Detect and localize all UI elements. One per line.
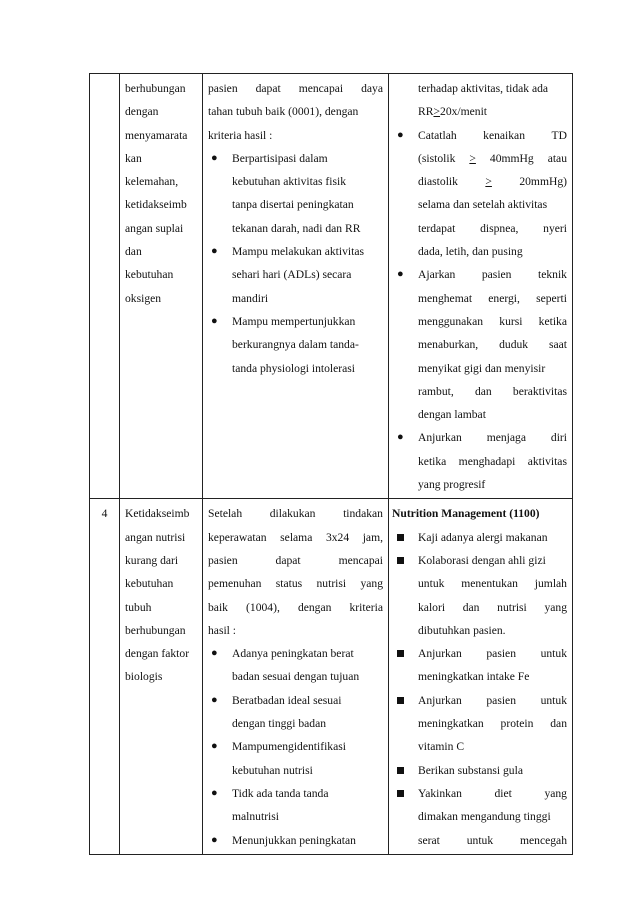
outcome-line	[208, 77, 383, 100]
text-word: dada, letih, dan pusing	[418, 245, 523, 259]
text-word: tindakan	[343, 507, 383, 521]
list-item	[208, 829, 383, 852]
bullet-icon: ●	[211, 740, 218, 753]
text-word: dimakan mengandung tinggi	[418, 810, 551, 824]
text-word: Catatlah	[418, 128, 457, 142]
text-word: dibutuhkan pasien.	[418, 623, 506, 637]
outcome-line: malnutrisi	[232, 810, 280, 824]
list-item	[394, 642, 567, 689]
outcome-line: Adanya peningkatan berat	[232, 647, 354, 661]
text-word: dengan	[297, 600, 332, 614]
square-bullet-icon	[397, 642, 404, 666]
text-word: Anjurkan	[418, 693, 462, 707]
text-word: yang	[544, 600, 567, 614]
intervention-line	[418, 712, 567, 735]
text-word: pasien	[208, 553, 238, 567]
list-item	[394, 263, 567, 426]
text-word: energi,	[488, 291, 520, 305]
text-word: mencapai	[338, 553, 383, 567]
intervention-line	[418, 665, 567, 688]
outcome-line	[208, 100, 383, 123]
intervention-line	[418, 310, 567, 333]
bullet-icon: ●	[211, 693, 218, 706]
intervention-line	[418, 287, 567, 310]
text-word: status	[275, 577, 303, 591]
text-word: mencegah	[520, 833, 567, 847]
text-word: menaburkan,	[418, 338, 479, 352]
text-word: Anjurkan	[418, 647, 462, 661]
intervention-line	[418, 403, 567, 426]
text-word: keperawatan	[208, 530, 267, 544]
table-row	[90, 499, 573, 854]
text-word: kriteria hasil :	[208, 128, 273, 142]
text-word: pasien	[486, 693, 516, 707]
intervention-line	[418, 829, 567, 852]
text-word: kursi	[499, 314, 523, 328]
text-word: Kaji adanya alergi makanan	[418, 530, 548, 544]
list-item	[208, 782, 383, 829]
text-word: dapat	[255, 82, 281, 95]
text-word: menyikat gigi dan menyisir	[418, 361, 546, 375]
intervention-line	[418, 642, 567, 665]
text-word: Anjurkan	[418, 431, 462, 445]
list-item	[394, 759, 567, 782]
diagnosis-line: dengan faktor	[125, 647, 190, 661]
text-word: 3x24	[325, 530, 350, 544]
text-word: daya	[361, 82, 383, 95]
outcome-line: Mampumengidentifikasi	[232, 740, 346, 754]
intervention-line	[418, 124, 567, 147]
diagnosis-line: kelemahan,	[125, 175, 179, 189]
text-word: rambut,	[418, 384, 454, 398]
intervention-line	[418, 240, 567, 263]
text-word: ketika	[538, 314, 567, 328]
diagnosis-line: tubuh	[125, 600, 152, 614]
outcome-line: Menunjukkan peningkatan	[232, 833, 356, 847]
text-word: untuk	[540, 693, 567, 707]
text-word: kenaikan	[483, 128, 526, 142]
bullet-icon: ●	[397, 128, 404, 141]
text-word: >	[469, 151, 476, 165]
list-item	[394, 426, 567, 496]
text-word: menentukan	[461, 577, 518, 591]
text-word: nutrisi	[497, 600, 527, 614]
text-word: menggunakan	[418, 314, 484, 328]
outcome-line	[208, 526, 383, 549]
intervention-line	[418, 473, 567, 496]
text-word: (1004),	[246, 600, 280, 614]
list-item	[394, 549, 567, 642]
intervention-line: RR > 20x/menit	[418, 105, 488, 119]
outcome-line: dengan tinggi badan	[232, 717, 327, 731]
text-word: TD	[551, 128, 567, 142]
bullet-icon: ●	[211, 314, 218, 327]
square-bullet-icon	[397, 689, 404, 713]
outcome-line: Berpartisipasi dalam	[232, 151, 328, 165]
text-word: Ajarkan	[418, 268, 456, 282]
text-word: yang	[360, 577, 383, 591]
list-item	[394, 526, 567, 549]
text-word: nyeri	[543, 221, 567, 235]
text-word: pasien	[481, 268, 512, 282]
intervention-line	[418, 357, 567, 380]
intervention-line	[418, 526, 567, 549]
intervention-line	[418, 549, 567, 572]
intervention-line	[418, 572, 567, 595]
text-word: atau	[547, 151, 567, 165]
list-item	[208, 689, 383, 736]
outcome-line: berkurangnya dalam tanda-	[232, 338, 359, 352]
intervention-line	[418, 193, 567, 216]
text-word: selama	[280, 530, 313, 544]
text-word: meningkatkan	[418, 717, 484, 731]
text-word: jumlah	[534, 577, 567, 591]
text-word: saat	[548, 338, 567, 352]
square-bullet-icon	[397, 549, 404, 573]
outcome-line: tanda physiologi intolerasi	[232, 361, 356, 375]
text-word: ketika	[418, 454, 447, 468]
text-word: meningkatkan intake Fe	[418, 670, 530, 684]
intervention-line	[418, 170, 567, 193]
text-word: kriteria	[349, 600, 383, 614]
diagnosis-line: kebutuhan	[125, 577, 174, 591]
intervention-line	[418, 759, 567, 782]
intervention-line	[418, 217, 567, 240]
outcome-line: kebutuhan aktivitas fisik	[232, 175, 346, 189]
list-item	[208, 735, 383, 782]
bullet-icon: ●	[397, 431, 404, 444]
outcome-cell	[203, 499, 389, 854]
outcome-line: sehari hari (ADLs) secara	[232, 268, 352, 282]
text-word: vitamin C	[418, 740, 465, 754]
diagnosis-line: angan suplai	[125, 221, 184, 235]
outcome-line	[208, 572, 383, 595]
intervention-line	[418, 596, 567, 619]
intervention-line	[418, 782, 567, 805]
diagnosis-line: kan	[125, 151, 142, 165]
outcome-line: badan sesuai dengan tujuan	[232, 670, 360, 684]
bullet-icon: ●	[211, 786, 218, 799]
diagnosis-line: oksigen	[125, 291, 162, 305]
diagnosis-line: menyamarata	[125, 128, 188, 142]
text-word: untuk	[540, 647, 567, 661]
outcome-line	[208, 502, 383, 525]
text-word: Setelah	[208, 507, 243, 521]
text-word: diastolik	[418, 175, 458, 189]
intervention-line	[418, 333, 567, 356]
text-word: menjaga	[486, 431, 526, 445]
square-bullet-icon	[397, 526, 404, 550]
text-word: Yakinkan	[418, 786, 462, 800]
list-item	[208, 642, 383, 689]
list-item	[208, 147, 383, 240]
number-cell	[90, 74, 120, 499]
text-word: pasien	[486, 647, 516, 661]
diagnosis-line: berhubungan	[125, 82, 186, 95]
text-word: dan	[462, 600, 480, 614]
text-word: Berikan substansi gula	[418, 763, 523, 777]
text-word: duduk	[499, 338, 529, 352]
outcome-line	[208, 549, 383, 572]
text-word: untuk	[418, 577, 445, 591]
intervention-line	[418, 147, 567, 170]
intervention-line	[418, 805, 567, 828]
outcome-line: tekanan darah, nadi dan RR	[232, 221, 361, 235]
text-word: dispnea,	[480, 221, 519, 235]
text-word: menghemat	[418, 291, 473, 305]
outcome-line: Mampu mempertunjukkan	[232, 314, 356, 328]
bullet-icon: ●	[211, 151, 218, 164]
outcome-line: Tidk ada tanda tanda	[232, 786, 329, 800]
text-word: diri	[550, 431, 567, 445]
text-word: pasien	[208, 82, 238, 95]
text-word: teknik	[538, 268, 567, 282]
text-word: jam,	[362, 530, 383, 544]
outcome-line: Beratbadan ideal sesuai	[232, 693, 342, 707]
text-word: dapat	[275, 553, 301, 567]
bullet-icon: ●	[397, 268, 404, 281]
table-row	[90, 74, 573, 499]
list-item	[394, 124, 567, 264]
diagnosis-line: berhubungan	[125, 623, 186, 637]
list-item	[394, 689, 567, 759]
square-bullet-icon	[397, 759, 404, 783]
text-word: yang	[544, 786, 567, 800]
text-word: seperti	[536, 291, 567, 305]
intervention-line	[418, 263, 567, 286]
intervention-line	[418, 619, 567, 642]
diagnosis-line: Ketidakseimb	[125, 507, 190, 521]
bullet-icon: ●	[211, 833, 218, 846]
text-word: pemenuhan	[208, 577, 262, 591]
intervention-line	[418, 735, 567, 758]
text-word: baik	[208, 600, 228, 614]
text-word: Kolaborasi dengan ahli gizi	[418, 553, 546, 567]
outcome-line: tanpa disertai peningkatan	[232, 198, 354, 212]
text-word: (sistolik	[418, 151, 456, 165]
diagnosis-cell	[120, 74, 203, 499]
text-word: 40mmHg	[489, 151, 534, 165]
list-item	[394, 782, 567, 852]
text-word: protein	[500, 717, 534, 731]
outcome-cell	[203, 74, 389, 499]
intervention-line	[418, 689, 567, 712]
text-word: kalori	[418, 600, 446, 614]
row-number: 4	[101, 507, 108, 521]
outcome-line: kebutuhan nutrisi	[232, 763, 313, 777]
text-word: yang progresif	[418, 478, 486, 492]
text-word: terdapat	[418, 221, 456, 235]
text-word: selama dan setelah aktivitas	[418, 198, 548, 212]
bullet-icon: ●	[211, 245, 218, 258]
text-word: mencapai	[298, 82, 344, 95]
text-word: tahan tubuh baik (0001), dengan	[208, 105, 359, 119]
outcome-line	[208, 124, 383, 147]
diagnosis-line: kurang dari	[125, 553, 179, 567]
text-word: diet	[494, 786, 512, 800]
diagnosis-line: dengan	[125, 105, 159, 119]
text-word: dilakukan	[269, 507, 316, 521]
intervention-cell	[389, 74, 573, 499]
number-cell	[90, 499, 120, 854]
text-word: aktivitas	[527, 454, 567, 468]
text-word: dan	[550, 717, 567, 731]
outcome-line	[208, 596, 383, 619]
text-word: dan	[474, 384, 492, 398]
outcome-line: mandiri	[232, 291, 269, 305]
nursing-care-plan-table	[89, 73, 573, 855]
outcome-line: Mampu melakukan aktivitas	[232, 245, 365, 259]
diagnosis-line: angan nutrisi	[125, 530, 186, 544]
intervention-cell	[389, 499, 573, 854]
intervention-line: terhadap aktivitas, tidak ada	[418, 82, 549, 95]
intervention-line	[418, 426, 567, 449]
diagnosis-line: dan	[125, 245, 142, 259]
square-bullet-icon	[397, 782, 404, 806]
text-word: nutrisi	[316, 577, 347, 591]
bullet-icon: ●	[211, 647, 218, 660]
text-word: untuk	[466, 833, 494, 847]
text-word: menghadapi	[458, 454, 516, 468]
text-word: hasil :	[208, 623, 237, 637]
intervention-line	[418, 380, 567, 403]
diagnosis-line: biologis	[125, 670, 163, 684]
diagnosis-line: ketidakseimb	[125, 198, 187, 212]
diagnosis-line: kebutuhan	[125, 268, 174, 282]
list-item	[208, 310, 383, 380]
list-item	[208, 240, 383, 310]
intervention-line	[418, 450, 567, 473]
text-word: serat	[418, 833, 440, 847]
text-word: 20mmHg)	[519, 175, 567, 189]
diagnosis-cell	[120, 499, 203, 854]
intervention-heading: Nutrition Management (1100)	[392, 507, 540, 521]
outcome-line	[208, 619, 383, 642]
text-word: >	[485, 175, 492, 189]
text-word: beraktivitas	[512, 384, 567, 398]
text-word: dengan lambat	[418, 408, 486, 422]
